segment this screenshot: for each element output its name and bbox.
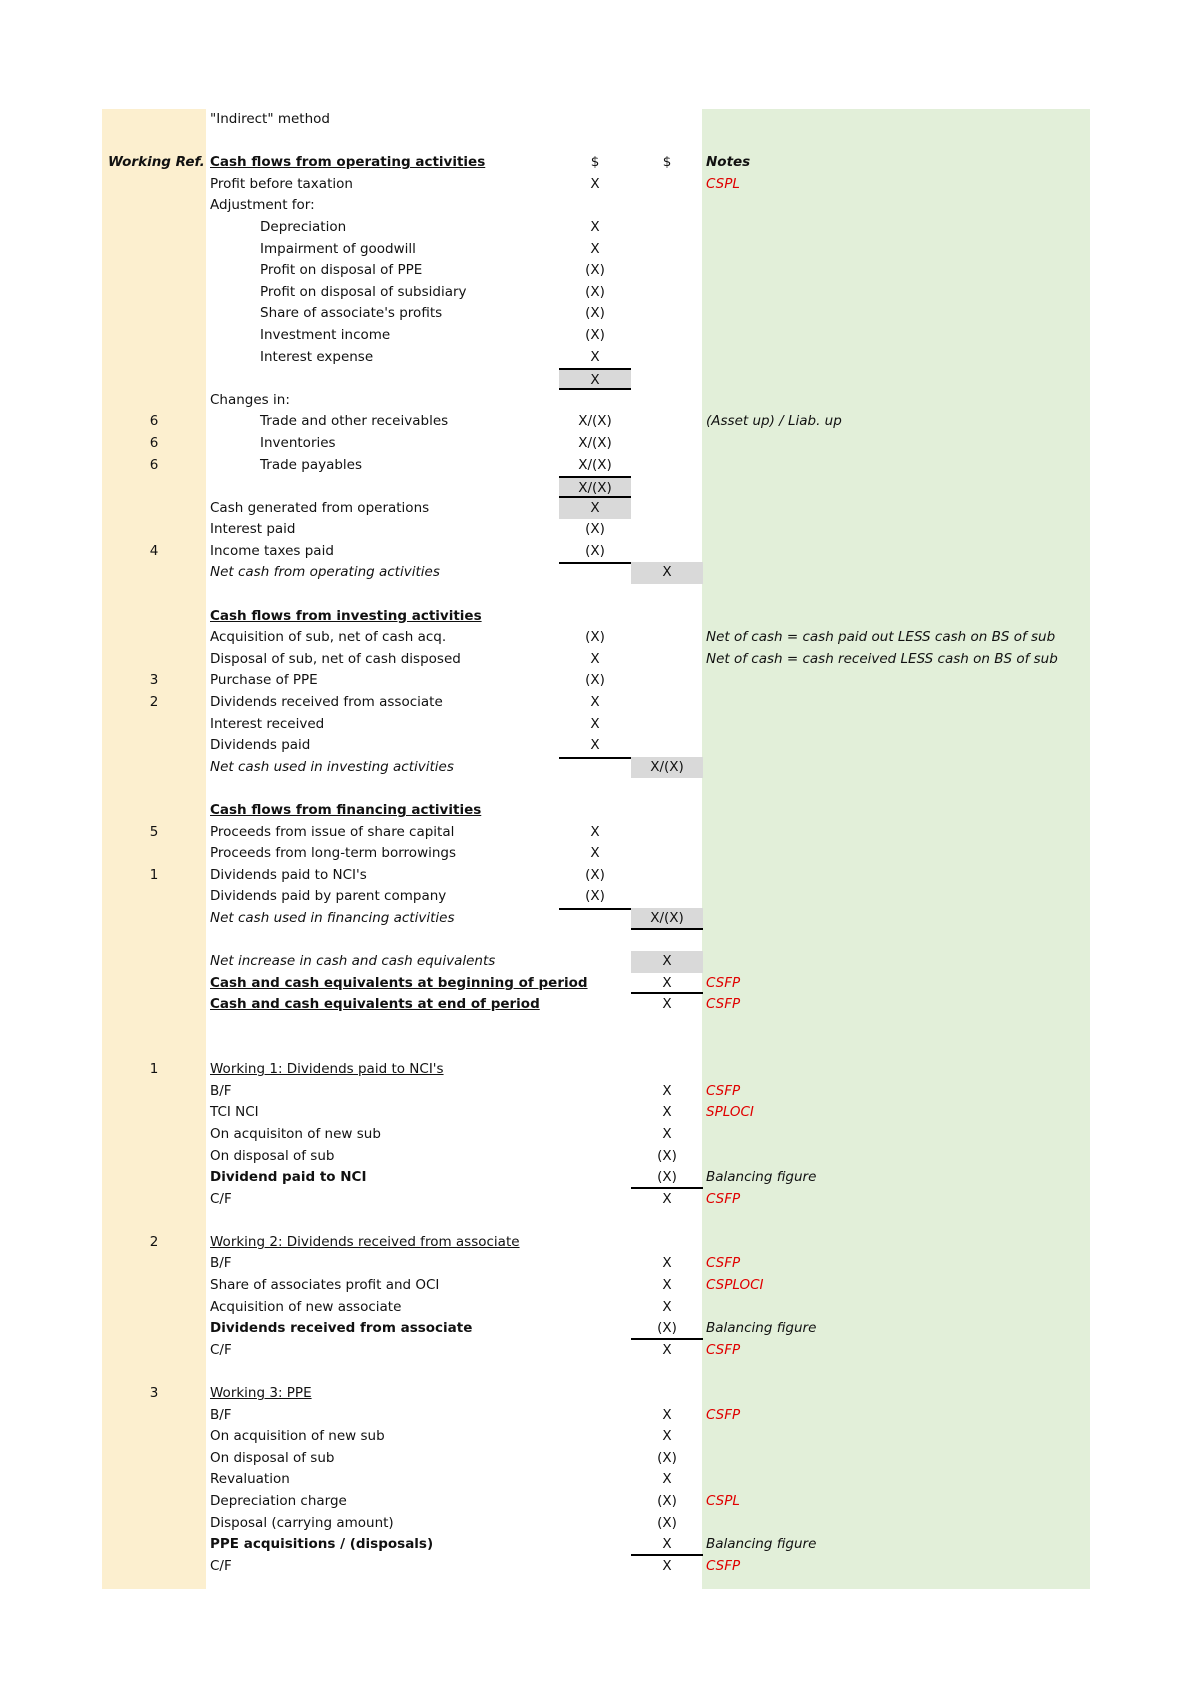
- sheet-row: [0, 260, 1200, 282]
- sheet-row: [0, 303, 1200, 325]
- amount-column-2: X: [662, 996, 672, 1013]
- sheet-row: [0, 735, 1200, 757]
- amount-column-1: X/(X): [578, 413, 612, 430]
- row-note: CSPL: [706, 175, 740, 192]
- working-ref-header: Working Ref.: [108, 154, 205, 171]
- amount-column-1: (X): [585, 888, 605, 905]
- row-description: On disposal of sub: [210, 1147, 335, 1164]
- sheet-row: [0, 109, 1200, 131]
- row-description: Net cash used in financing activities: [210, 909, 455, 926]
- sheet-row: [0, 1059, 1200, 1081]
- row-description: Changes in:: [210, 391, 290, 408]
- working-ref: 3: [149, 1385, 159, 1402]
- row-note: Notes: [706, 154, 751, 171]
- sheet-row: [0, 1210, 1200, 1232]
- row-description: Profit on disposal of PPE: [260, 262, 423, 279]
- sheet-row: [0, 1016, 1200, 1038]
- row-note: CSFP: [706, 974, 741, 991]
- sheet-row: [0, 368, 1200, 390]
- row-description: C/F: [210, 1190, 232, 1207]
- row-description: Trade payables: [260, 456, 363, 473]
- amount-column-2: X: [662, 1125, 672, 1142]
- row-note: CSPL: [706, 1493, 740, 1509]
- amount-column-2: X: [662, 1104, 672, 1121]
- row-description: Proceeds from issue of share capital: [210, 823, 455, 840]
- sheet-row: [0, 865, 1200, 887]
- amount-column-1: (X): [585, 866, 605, 883]
- row-note: CSFP: [706, 1557, 741, 1574]
- amount-column-2: X: [662, 1557, 672, 1574]
- amount-column-1: (X): [585, 262, 605, 279]
- sheet-row: [0, 778, 1200, 800]
- amount-column-2: (X): [631, 1318, 703, 1340]
- sheet-row: [0, 800, 1200, 822]
- amount-column-1: (X): [585, 521, 605, 538]
- row-description: Inventories: [260, 434, 336, 451]
- row-note: Net of cash = cash paid out LESS cash on BS of sub: [706, 629, 1056, 646]
- row-description: Working 3: PPE: [210, 1385, 312, 1402]
- sheet-row: [0, 347, 1200, 369]
- sheet-row: [0, 1232, 1200, 1254]
- row-description: TCI NCI: [210, 1104, 259, 1121]
- row-description: Purchase of PPE: [210, 672, 318, 689]
- row-description: Cash and cash equivalents at beginning of period: [210, 974, 588, 991]
- sheet-row: [0, 1124, 1200, 1146]
- row-description: Interest expense: [260, 348, 374, 365]
- sheet-row: [0, 1513, 1200, 1535]
- sheet-row: [0, 1253, 1200, 1275]
- row-description: Dividends paid by parent company: [210, 888, 447, 905]
- amount-column-1: (X): [585, 542, 605, 559]
- amount-column-2: X/(X): [631, 908, 703, 930]
- row-description: Dividends received from associate: [210, 694, 443, 711]
- sheet-row: [0, 1469, 1200, 1491]
- amount-column-2: X: [631, 562, 703, 584]
- sheet-row: [0, 1318, 1200, 1340]
- amount-column-2: X: [662, 1298, 672, 1315]
- sheet-row: [0, 1405, 1200, 1427]
- row-description: Share of associate's profits: [260, 305, 443, 322]
- sheet-row: [0, 1534, 1200, 1556]
- amount-column-1: X/(X): [559, 476, 631, 498]
- amount-column-2: X: [662, 1082, 672, 1099]
- row-description: Cash and cash equivalents at end of period: [210, 996, 540, 1013]
- row-description: Cash flows from investing activities: [210, 607, 482, 624]
- row-description: Cash generated from operations: [210, 499, 430, 516]
- row-description: Dividends paid to NCI's: [210, 866, 367, 883]
- amount-column-1: X: [559, 498, 631, 520]
- row-description: Investment income: [260, 326, 391, 343]
- row-description: B/F: [210, 1082, 232, 1099]
- row-description: Net cash from operating activities: [210, 564, 440, 581]
- amount-column-2: (X): [657, 1493, 677, 1509]
- row-description: Disposal of sub, net of cash disposed: [210, 650, 461, 667]
- working-ref: 6: [149, 456, 159, 473]
- sheet-row: [0, 1556, 1200, 1578]
- amount-column-1: (X): [585, 629, 605, 646]
- amount-column-1: X: [590, 845, 600, 862]
- row-description: "Indirect" method: [210, 111, 330, 127]
- sheet-row: [0, 562, 1200, 584]
- row-note: CSFP: [706, 1082, 741, 1099]
- row-description: Cash flows from operating activities: [210, 154, 486, 171]
- sheet-row: [0, 973, 1200, 995]
- sheet-row: [0, 282, 1200, 304]
- amount-column-1: $: [590, 154, 600, 171]
- amount-column-2: (X): [657, 1514, 677, 1531]
- sheet-row: [0, 908, 1200, 930]
- amount-column-2: X: [631, 1534, 703, 1556]
- sheet-row: [0, 930, 1200, 952]
- row-description: Adjustment for:: [210, 197, 315, 214]
- row-description: Revaluation: [210, 1471, 290, 1488]
- amount-column-2: X: [662, 1277, 672, 1294]
- sheet-row: [0, 714, 1200, 736]
- sheet-row: [0, 174, 1200, 196]
- sheet-row: [0, 670, 1200, 692]
- row-note: Balancing figure: [706, 1320, 817, 1337]
- cash-flow-worksheet: [0, 109, 1200, 1577]
- row-description: Acquisition of sub, net of cash acq.: [210, 629, 447, 646]
- row-description: On acquisition of new sub: [210, 1428, 385, 1445]
- row-description: Depreciation: [260, 218, 347, 235]
- working-ref: 2: [149, 694, 159, 711]
- sheet-row: [0, 606, 1200, 628]
- working-ref: 1: [149, 866, 159, 883]
- row-note: CSFP: [706, 996, 741, 1013]
- row-description: Income taxes paid: [210, 542, 334, 559]
- sheet-row: [0, 886, 1200, 908]
- row-description: Impairment of goodwill: [260, 240, 416, 257]
- sheet-row: [0, 649, 1200, 671]
- working-ref: 3: [149, 672, 159, 689]
- amount-column-2: X/(X): [631, 757, 703, 779]
- sheet-row: [0, 541, 1200, 563]
- sheet-row: [0, 584, 1200, 606]
- amount-column-1: X: [590, 175, 600, 192]
- amount-column-2: X: [662, 1471, 672, 1488]
- row-note: SPLOCI: [706, 1104, 754, 1121]
- row-description: PPE acquisitions / (disposals): [210, 1536, 434, 1553]
- sheet-row: [0, 195, 1200, 217]
- row-description: Net cash used in investing activities: [210, 758, 454, 775]
- row-description: Acquisition of new associate: [210, 1298, 402, 1315]
- row-description: C/F: [210, 1557, 232, 1574]
- sheet-row: [0, 1081, 1200, 1103]
- row-description: Dividends received from associate: [210, 1320, 473, 1337]
- working-ref: 2: [149, 1233, 159, 1250]
- sheet-row: [0, 822, 1200, 844]
- sheet-row: [0, 217, 1200, 239]
- amount-column-2: X: [662, 1255, 672, 1272]
- amount-column-1: X: [590, 715, 600, 732]
- row-description: Share of associates profit and OCI: [210, 1277, 440, 1294]
- working-ref: 5: [149, 823, 159, 840]
- amount-column-1: [559, 562, 631, 584]
- sheet-row: [0, 519, 1200, 541]
- row-note: CSPLOCI: [706, 1277, 764, 1294]
- row-description: Profit on disposal of subsidiary: [260, 283, 467, 300]
- amount-column-1: X: [590, 218, 600, 235]
- row-note: (Asset up) / Liab. up: [706, 413, 842, 430]
- row-note: CSFP: [706, 1406, 741, 1423]
- row-description: B/F: [210, 1255, 232, 1272]
- amount-column-1: X: [590, 348, 600, 365]
- sheet-row: [0, 390, 1200, 412]
- sheet-row: [0, 1448, 1200, 1470]
- row-description: C/F: [210, 1341, 232, 1358]
- row-description: On disposal of sub: [210, 1449, 335, 1466]
- amount-column-2: (X): [657, 1147, 677, 1164]
- amount-column-1: (X): [585, 283, 605, 300]
- sheet-row: [0, 476, 1200, 498]
- amount-column-2: $: [662, 154, 672, 171]
- sheet-row: [0, 411, 1200, 433]
- sheet-row: [0, 152, 1200, 174]
- sheet-row: [0, 1426, 1200, 1448]
- sheet-row: [0, 1491, 1200, 1513]
- row-description: Cash flows from financing activities: [210, 802, 482, 818]
- row-description: Dividend paid to NCI: [210, 1169, 367, 1186]
- sheet-row: [0, 692, 1200, 714]
- row-note: Balancing figure: [706, 1169, 817, 1186]
- row-note: CSFP: [706, 1255, 741, 1272]
- amount-column-1: X: [590, 737, 600, 754]
- working-ref: 4: [149, 542, 159, 559]
- sheet-row: [0, 951, 1200, 973]
- working-ref: 6: [149, 413, 159, 430]
- row-description: Proceeds from long-term borrowings: [210, 845, 457, 862]
- row-note: CSFP: [706, 1190, 741, 1207]
- sheet-row: [0, 1038, 1200, 1060]
- sheet-row: [0, 1275, 1200, 1297]
- row-description: Interest paid: [210, 521, 296, 538]
- sheet-row: [0, 455, 1200, 477]
- sheet-row: [0, 627, 1200, 649]
- sheet-row: [0, 1189, 1200, 1211]
- sheet-row: [0, 1361, 1200, 1383]
- amount-column-2: X: [662, 1406, 672, 1423]
- sheet-row: [0, 239, 1200, 261]
- amount-column-1: [559, 908, 631, 930]
- sheet-row: [0, 1383, 1200, 1405]
- row-description: Net increase in cash and cash equivalents: [210, 953, 496, 970]
- sheet-row: [0, 1340, 1200, 1362]
- sheet-row: [0, 1102, 1200, 1124]
- amount-column-2: X: [631, 951, 703, 973]
- amount-column-2: X: [662, 1341, 672, 1358]
- row-note: Balancing figure: [706, 1536, 817, 1553]
- working-ref: 1: [149, 1061, 159, 1078]
- sheet-row: [0, 994, 1200, 1016]
- amount-column-1: [559, 757, 631, 779]
- sheet-row: [0, 843, 1200, 865]
- row-description: Interest received: [210, 715, 325, 732]
- amount-column-2: X: [631, 973, 703, 995]
- amount-column-1: X/(X): [578, 434, 612, 451]
- amount-column-1: X: [590, 694, 600, 711]
- row-description: Disposal (carrying amount): [210, 1514, 394, 1531]
- sheet-row: [0, 498, 1200, 520]
- amount-column-1: X/(X): [578, 456, 612, 473]
- amount-column-2: X: [662, 1428, 672, 1445]
- amount-column-2: (X): [657, 1449, 677, 1466]
- amount-column-1: X: [590, 650, 600, 667]
- sheet-row: [0, 1297, 1200, 1319]
- row-description: Depreciation charge: [210, 1493, 347, 1509]
- sheet-row: [0, 1146, 1200, 1168]
- row-description: On acquisiton of new sub: [210, 1125, 381, 1142]
- amount-column-1: X: [590, 823, 600, 840]
- row-note: Net of cash = cash received LESS cash on BS of sub: [706, 650, 1058, 667]
- row-description: Profit before taxation: [210, 175, 353, 192]
- amount-column-2: (X): [631, 1167, 703, 1189]
- row-description: Working 1: Dividends paid to NCI's: [210, 1061, 444, 1078]
- sheet-row: [0, 131, 1200, 153]
- amount-column-2: X: [662, 1190, 672, 1207]
- row-description: Working 2: Dividends received from associate: [210, 1233, 520, 1250]
- amount-column-1: (X): [585, 672, 605, 689]
- row-description: Dividends paid: [210, 737, 311, 754]
- sheet-row: [0, 433, 1200, 455]
- sheet-row: [0, 1167, 1200, 1189]
- working-ref: 6: [149, 434, 159, 451]
- row-note: CSFP: [706, 1341, 741, 1358]
- sheet-row: [0, 325, 1200, 347]
- amount-column-1: X: [590, 240, 600, 257]
- amount-column-1: (X): [585, 305, 605, 322]
- row-description: Trade and other receivables: [260, 413, 449, 430]
- amount-column-1: X: [559, 368, 631, 390]
- amount-column-1: (X): [585, 326, 605, 343]
- row-description: B/F: [210, 1406, 232, 1423]
- sheet-row: [0, 757, 1200, 779]
